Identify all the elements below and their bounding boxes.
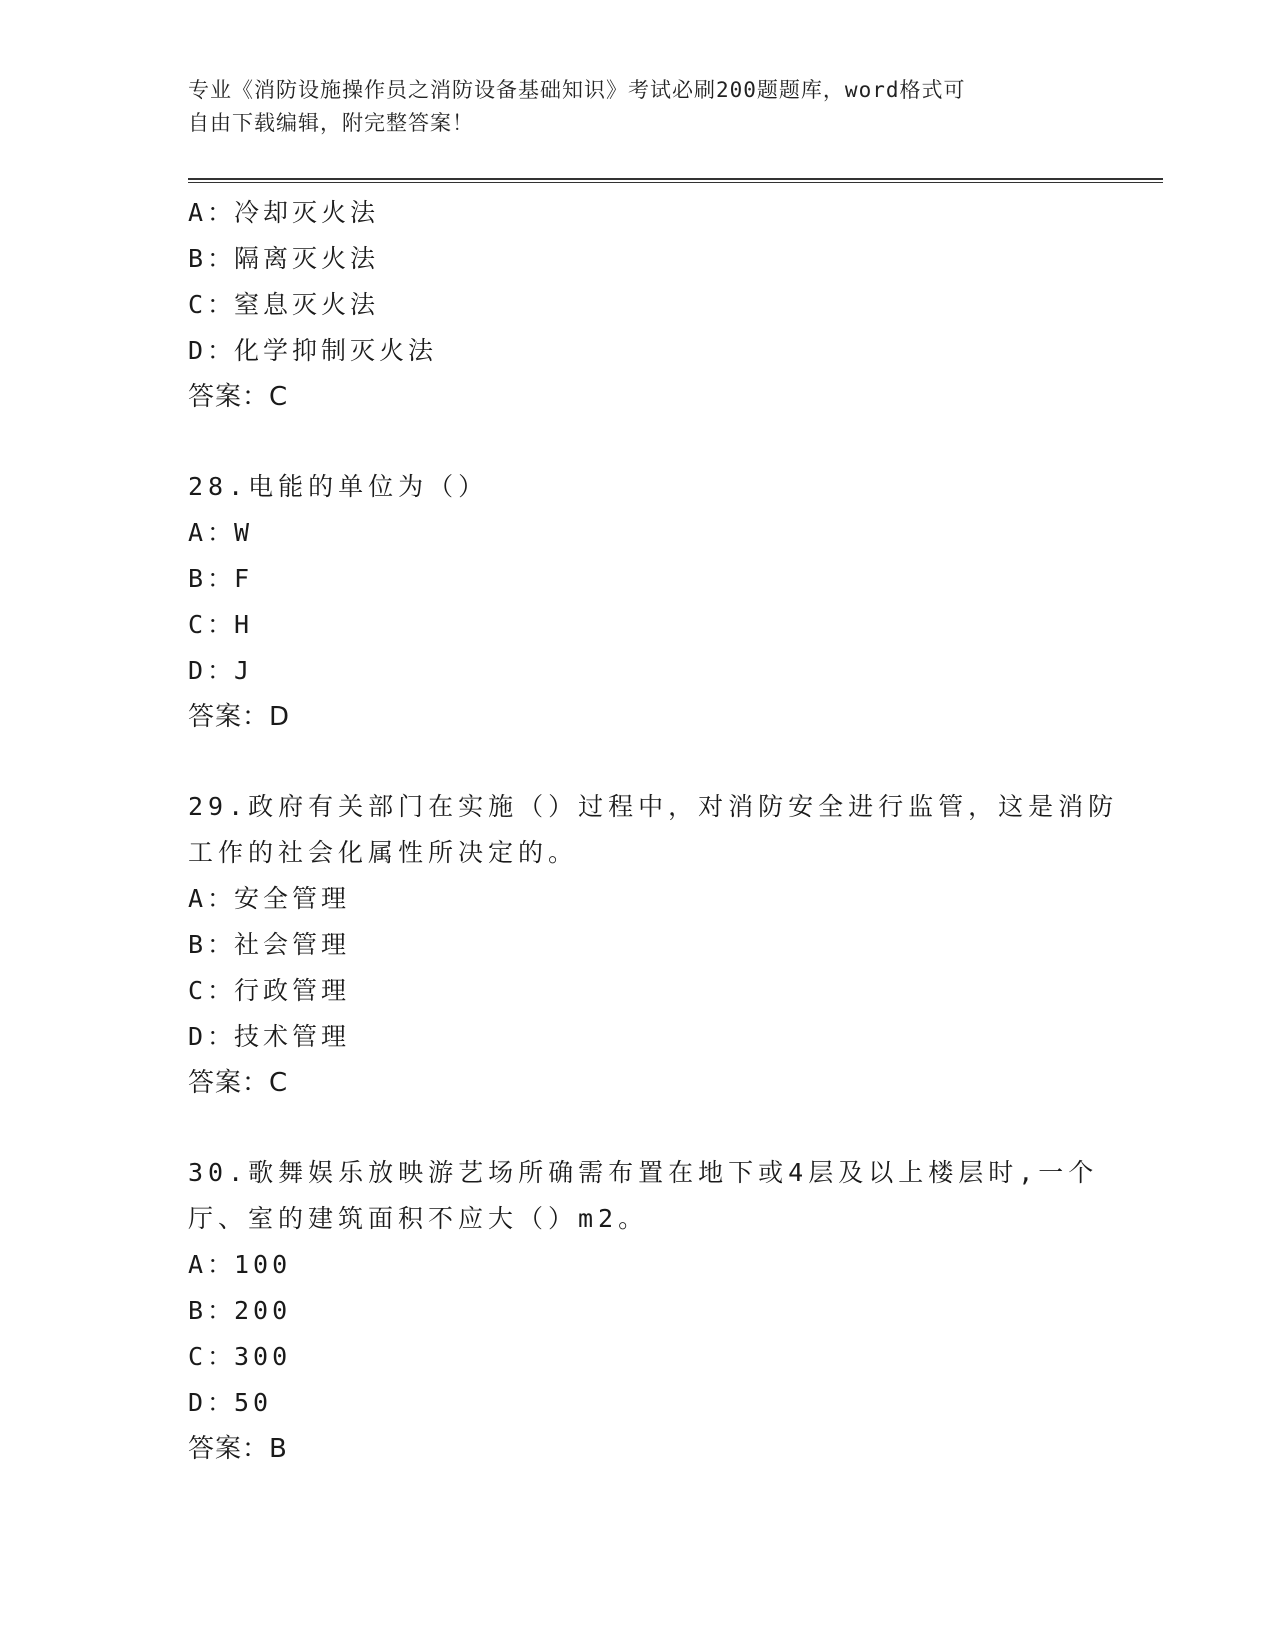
option-key: D：	[188, 656, 237, 685]
spacer	[188, 1106, 1088, 1150]
question-29	[188, 784, 1119, 1106]
option-text: J	[234, 656, 254, 685]
option-key: D：	[188, 1388, 237, 1417]
answer-line: 答案：C	[188, 1068, 289, 1098]
option-key: A：	[188, 884, 237, 913]
option-text: H	[234, 610, 254, 639]
option-text: 冷却灭火法	[234, 198, 380, 227]
option-text: 化学抑制灭火法	[234, 336, 438, 365]
option-key: D：	[188, 1022, 237, 1051]
option-key: B：	[188, 564, 237, 593]
option-text: 行政管理	[234, 976, 351, 1005]
question-text: 28.电能的单位为（）	[188, 472, 489, 501]
option-a	[188, 190, 1088, 236]
option-b	[188, 236, 1088, 282]
option-text: F	[234, 564, 254, 593]
option-key: C：	[188, 1342, 237, 1371]
option-c	[188, 282, 1088, 328]
header-divider	[188, 178, 1163, 183]
option-c	[188, 602, 1088, 648]
answer-line: 答案：B	[188, 1434, 288, 1464]
option-text: 300	[234, 1342, 292, 1371]
answer-line: 答案：C	[188, 382, 289, 412]
option-d	[188, 1014, 1088, 1060]
option-key: A：	[188, 518, 237, 547]
option-b	[188, 1288, 1088, 1334]
option-d	[188, 1380, 1088, 1426]
question-text-line-1: 30.歌舞娱乐放映游艺场所确需布置在地下或4层及以上楼层时,一个	[188, 1158, 1099, 1187]
option-c	[188, 1334, 1088, 1380]
option-key: B：	[188, 930, 237, 959]
option-text: W	[234, 518, 254, 547]
option-text: 100	[234, 1250, 292, 1279]
option-key: A：	[188, 1250, 237, 1279]
option-text: 200	[234, 1296, 292, 1325]
option-a	[188, 510, 1088, 556]
question-text-line-2: 厅、室的建筑面积不应大（）m2。	[188, 1204, 649, 1233]
header-line-1: 专业《消防设施操作员之消防设备基础知识》考试必刷200题题库，word格式可	[188, 78, 966, 102]
option-key: C：	[188, 610, 237, 639]
option-key: A：	[188, 198, 237, 227]
option-key: B：	[188, 1296, 237, 1325]
option-text: 安全管理	[234, 884, 351, 913]
question-text-line-2: 工作的社会化属性所决定的。	[188, 838, 579, 867]
option-key: C：	[188, 290, 237, 319]
option-text: 社会管理	[234, 930, 351, 959]
option-a	[188, 1242, 1088, 1288]
option-text: 50	[234, 1388, 273, 1417]
spacer	[188, 420, 1088, 464]
option-key: B：	[188, 244, 237, 273]
option-text: 隔离灭火法	[234, 244, 380, 273]
option-b	[188, 922, 1088, 968]
question-30	[188, 1150, 1099, 1472]
option-key: C：	[188, 976, 237, 1005]
option-a	[188, 876, 1088, 922]
header-line-2: 自由下载编辑，附完整答案！	[188, 111, 474, 135]
question-27	[188, 190, 1088, 420]
question-list	[188, 190, 1119, 1472]
spacer	[188, 740, 1088, 784]
document-header	[188, 74, 1068, 140]
option-c	[188, 968, 1088, 1014]
option-b	[188, 556, 1088, 602]
option-d	[188, 648, 1088, 694]
question-28	[188, 464, 1088, 740]
option-text: 技术管理	[234, 1022, 351, 1051]
option-d	[188, 328, 1088, 374]
option-text: 窒息灭火法	[234, 290, 380, 319]
option-key: D：	[188, 336, 237, 365]
answer-line: 答案：D	[188, 702, 291, 732]
question-text-line-1: 29.政府有关部门在实施（）过程中，对消防安全进行监管，这是消防	[188, 792, 1119, 821]
